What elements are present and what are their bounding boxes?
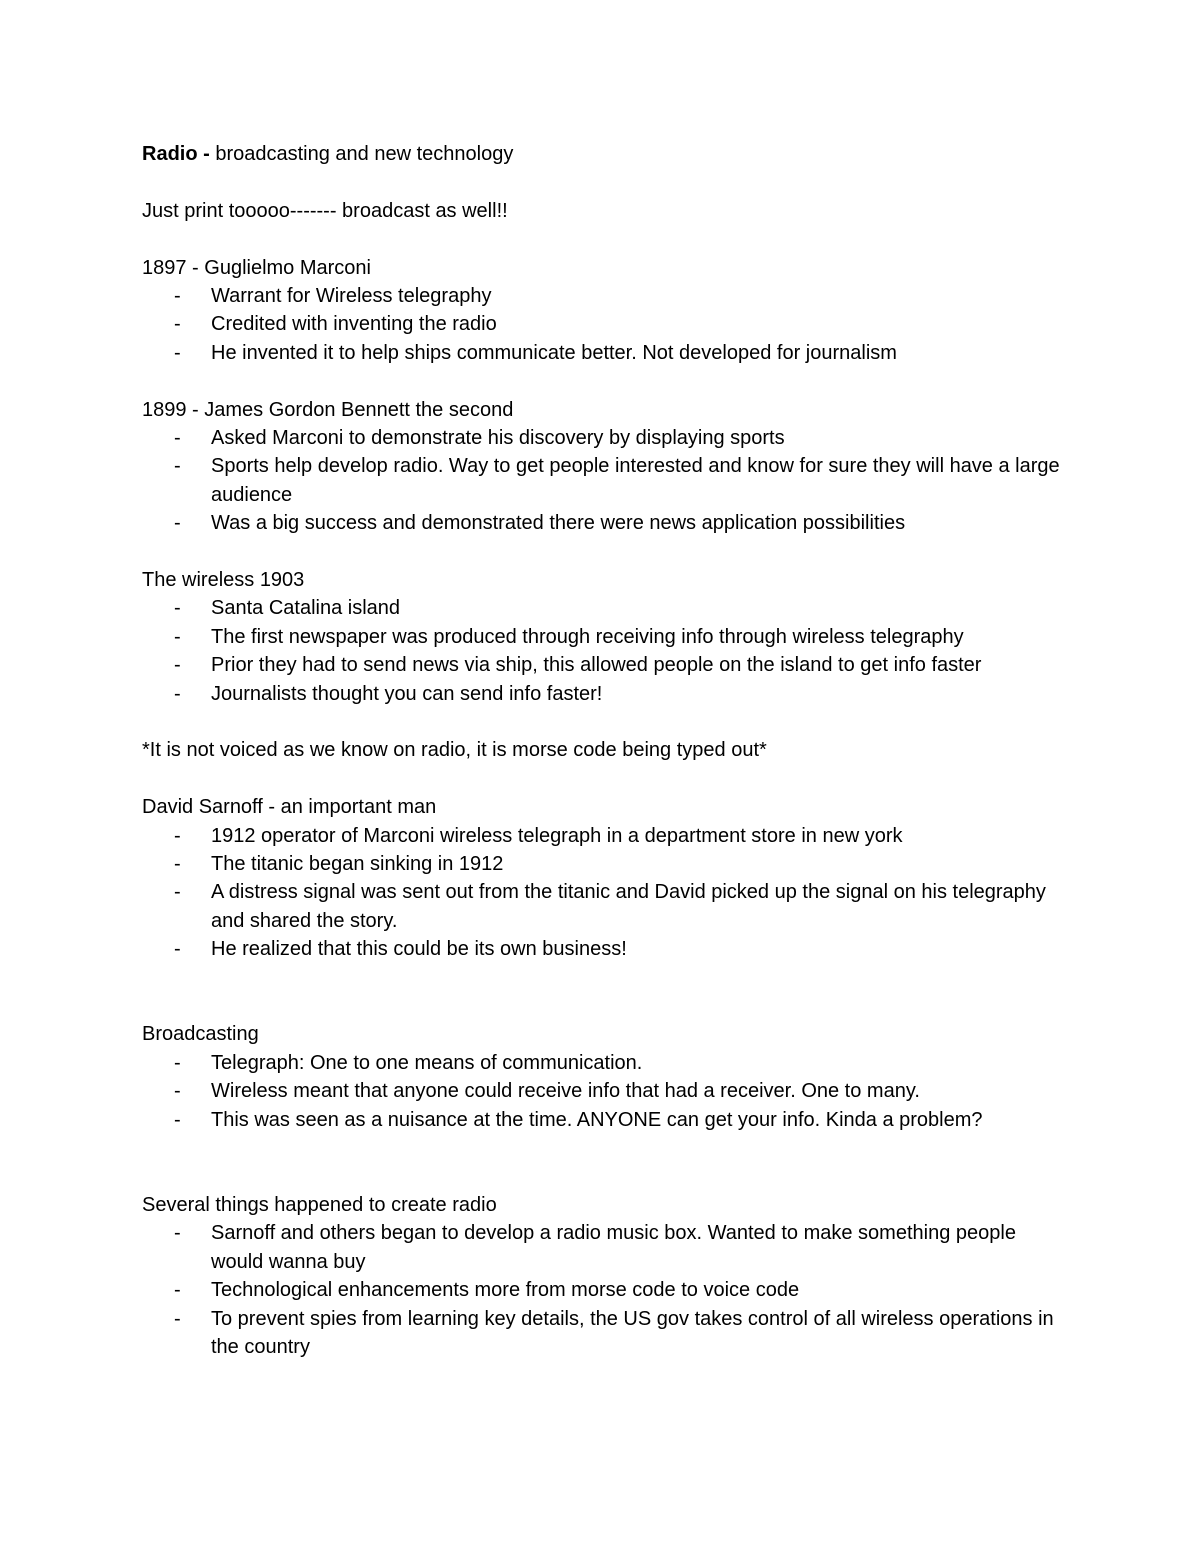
list-item: - A distress signal was sent out from the titanic and David picked up the signal on his telegraphy and shared the story. xyxy=(142,878,1072,935)
dash-bullet: - xyxy=(174,1051,181,1074)
bullet-list xyxy=(142,1049,1072,1134)
section-heading: 1899 - James Gordon Bennett the second xyxy=(142,398,514,421)
dash-bullet: - xyxy=(174,427,181,450)
list-item: - Sarnoff and others began to develop a radio music box. Wanted to make something people would wanna buy xyxy=(142,1219,1072,1276)
dash-bullet: - xyxy=(174,654,181,677)
list-item: - Journalists thought you can send info faster! xyxy=(142,680,1072,708)
dash-bullet: - xyxy=(174,938,181,961)
dash-bullet: - xyxy=(174,455,181,478)
title-rest: broadcasting and new technology xyxy=(209,143,514,165)
list-item: - The first newspaper was produced through receiving info through wireless telegraphy xyxy=(142,623,1072,651)
list-item: - The titanic began sinking in 1912 xyxy=(142,850,1072,878)
list-item: - This was seen as a nuisance at the time. ANYONE can get your info. Kinda a problem? xyxy=(142,1106,1072,1134)
dash-bullet: - xyxy=(174,1080,181,1103)
dash-bullet: - xyxy=(174,313,181,336)
section-david-sarnoff xyxy=(142,793,1072,963)
bullet-list xyxy=(142,1219,1072,1361)
dash-bullet: - xyxy=(174,285,181,307)
bullet-list xyxy=(142,282,1072,367)
bullet-list xyxy=(142,424,1072,538)
section-creating-radio xyxy=(142,1191,1072,1361)
dash-bullet: - xyxy=(174,1307,181,1330)
document-page xyxy=(142,140,1072,1361)
section-heading: David Sarnoff - an important man xyxy=(142,796,437,819)
section-heading: Several things happened to create radio xyxy=(142,1193,497,1216)
list-item: - Telegraph: One to one means of communication. xyxy=(142,1049,1072,1077)
list-item: - Sports help develop radio. Way to get people interested and know for sure they will have a large audience xyxy=(142,452,1072,509)
dash-bullet: - xyxy=(174,824,181,847)
list-item: - Asked Marconi to demonstrate his discovery by displaying sports xyxy=(142,424,1072,452)
dash-bullet: - xyxy=(174,881,181,904)
dash-bullet: - xyxy=(174,625,181,648)
list-item: - Technological enhancements more from morse code to voice code xyxy=(142,1276,1072,1304)
list-item: - He realized that this could be its own business! xyxy=(142,935,1072,963)
section-heading: The wireless 1903 xyxy=(142,569,305,592)
morse-code-note: *It is not voiced as we know on radio, it is morse code being typed out* xyxy=(142,739,767,762)
section-wireless-1903 xyxy=(142,566,1072,708)
list-item: - Wireless meant that anyone could receive info that had a receiver. One to many. xyxy=(142,1077,1072,1105)
section-1899 xyxy=(142,396,1072,538)
dash-bullet: - xyxy=(174,1222,181,1245)
list-item: - Credited with inventing the radio xyxy=(142,310,1072,338)
dash-bullet: - xyxy=(174,682,181,705)
list-item: - To prevent spies from learning key details, the US gov takes control of all wireless operations in the country xyxy=(142,1305,1072,1362)
section-heading: Broadcasting xyxy=(142,1023,259,1046)
dash-bullet: - xyxy=(174,1279,181,1302)
title-bold: Radio - xyxy=(142,143,210,165)
dash-bullet: - xyxy=(174,341,181,364)
intro-line: Just print tooooo------- broadcast as well!! xyxy=(142,199,508,222)
list-item: - Was a big success and demonstrated there were news application possibilities xyxy=(142,509,1072,537)
list-item: - Prior they had to send news via ship, this allowed people on the island to get info faster xyxy=(142,651,1072,679)
dash-bullet: - xyxy=(174,853,181,876)
section-heading: 1897 - Guglielmo Marconi xyxy=(142,256,371,279)
dash-bullet: - xyxy=(174,1108,181,1131)
list-item: - Santa Catalina island xyxy=(142,594,1072,622)
dash-bullet: - xyxy=(174,512,181,535)
list-item: - 1912 operator of Marconi wireless telegraph in a department store in new york xyxy=(142,822,1072,850)
section-1897 xyxy=(142,254,1072,368)
list-item: - Warrant for Wireless telegraphy xyxy=(142,282,1072,310)
dash-bullet: - xyxy=(174,597,181,620)
list-item: - He invented it to help ships communicate better. Not developed for journalism xyxy=(142,339,1072,367)
bullet-list xyxy=(142,822,1072,964)
document-title xyxy=(142,140,1072,168)
section-broadcasting xyxy=(142,1020,1072,1134)
bullet-list xyxy=(142,594,1072,708)
